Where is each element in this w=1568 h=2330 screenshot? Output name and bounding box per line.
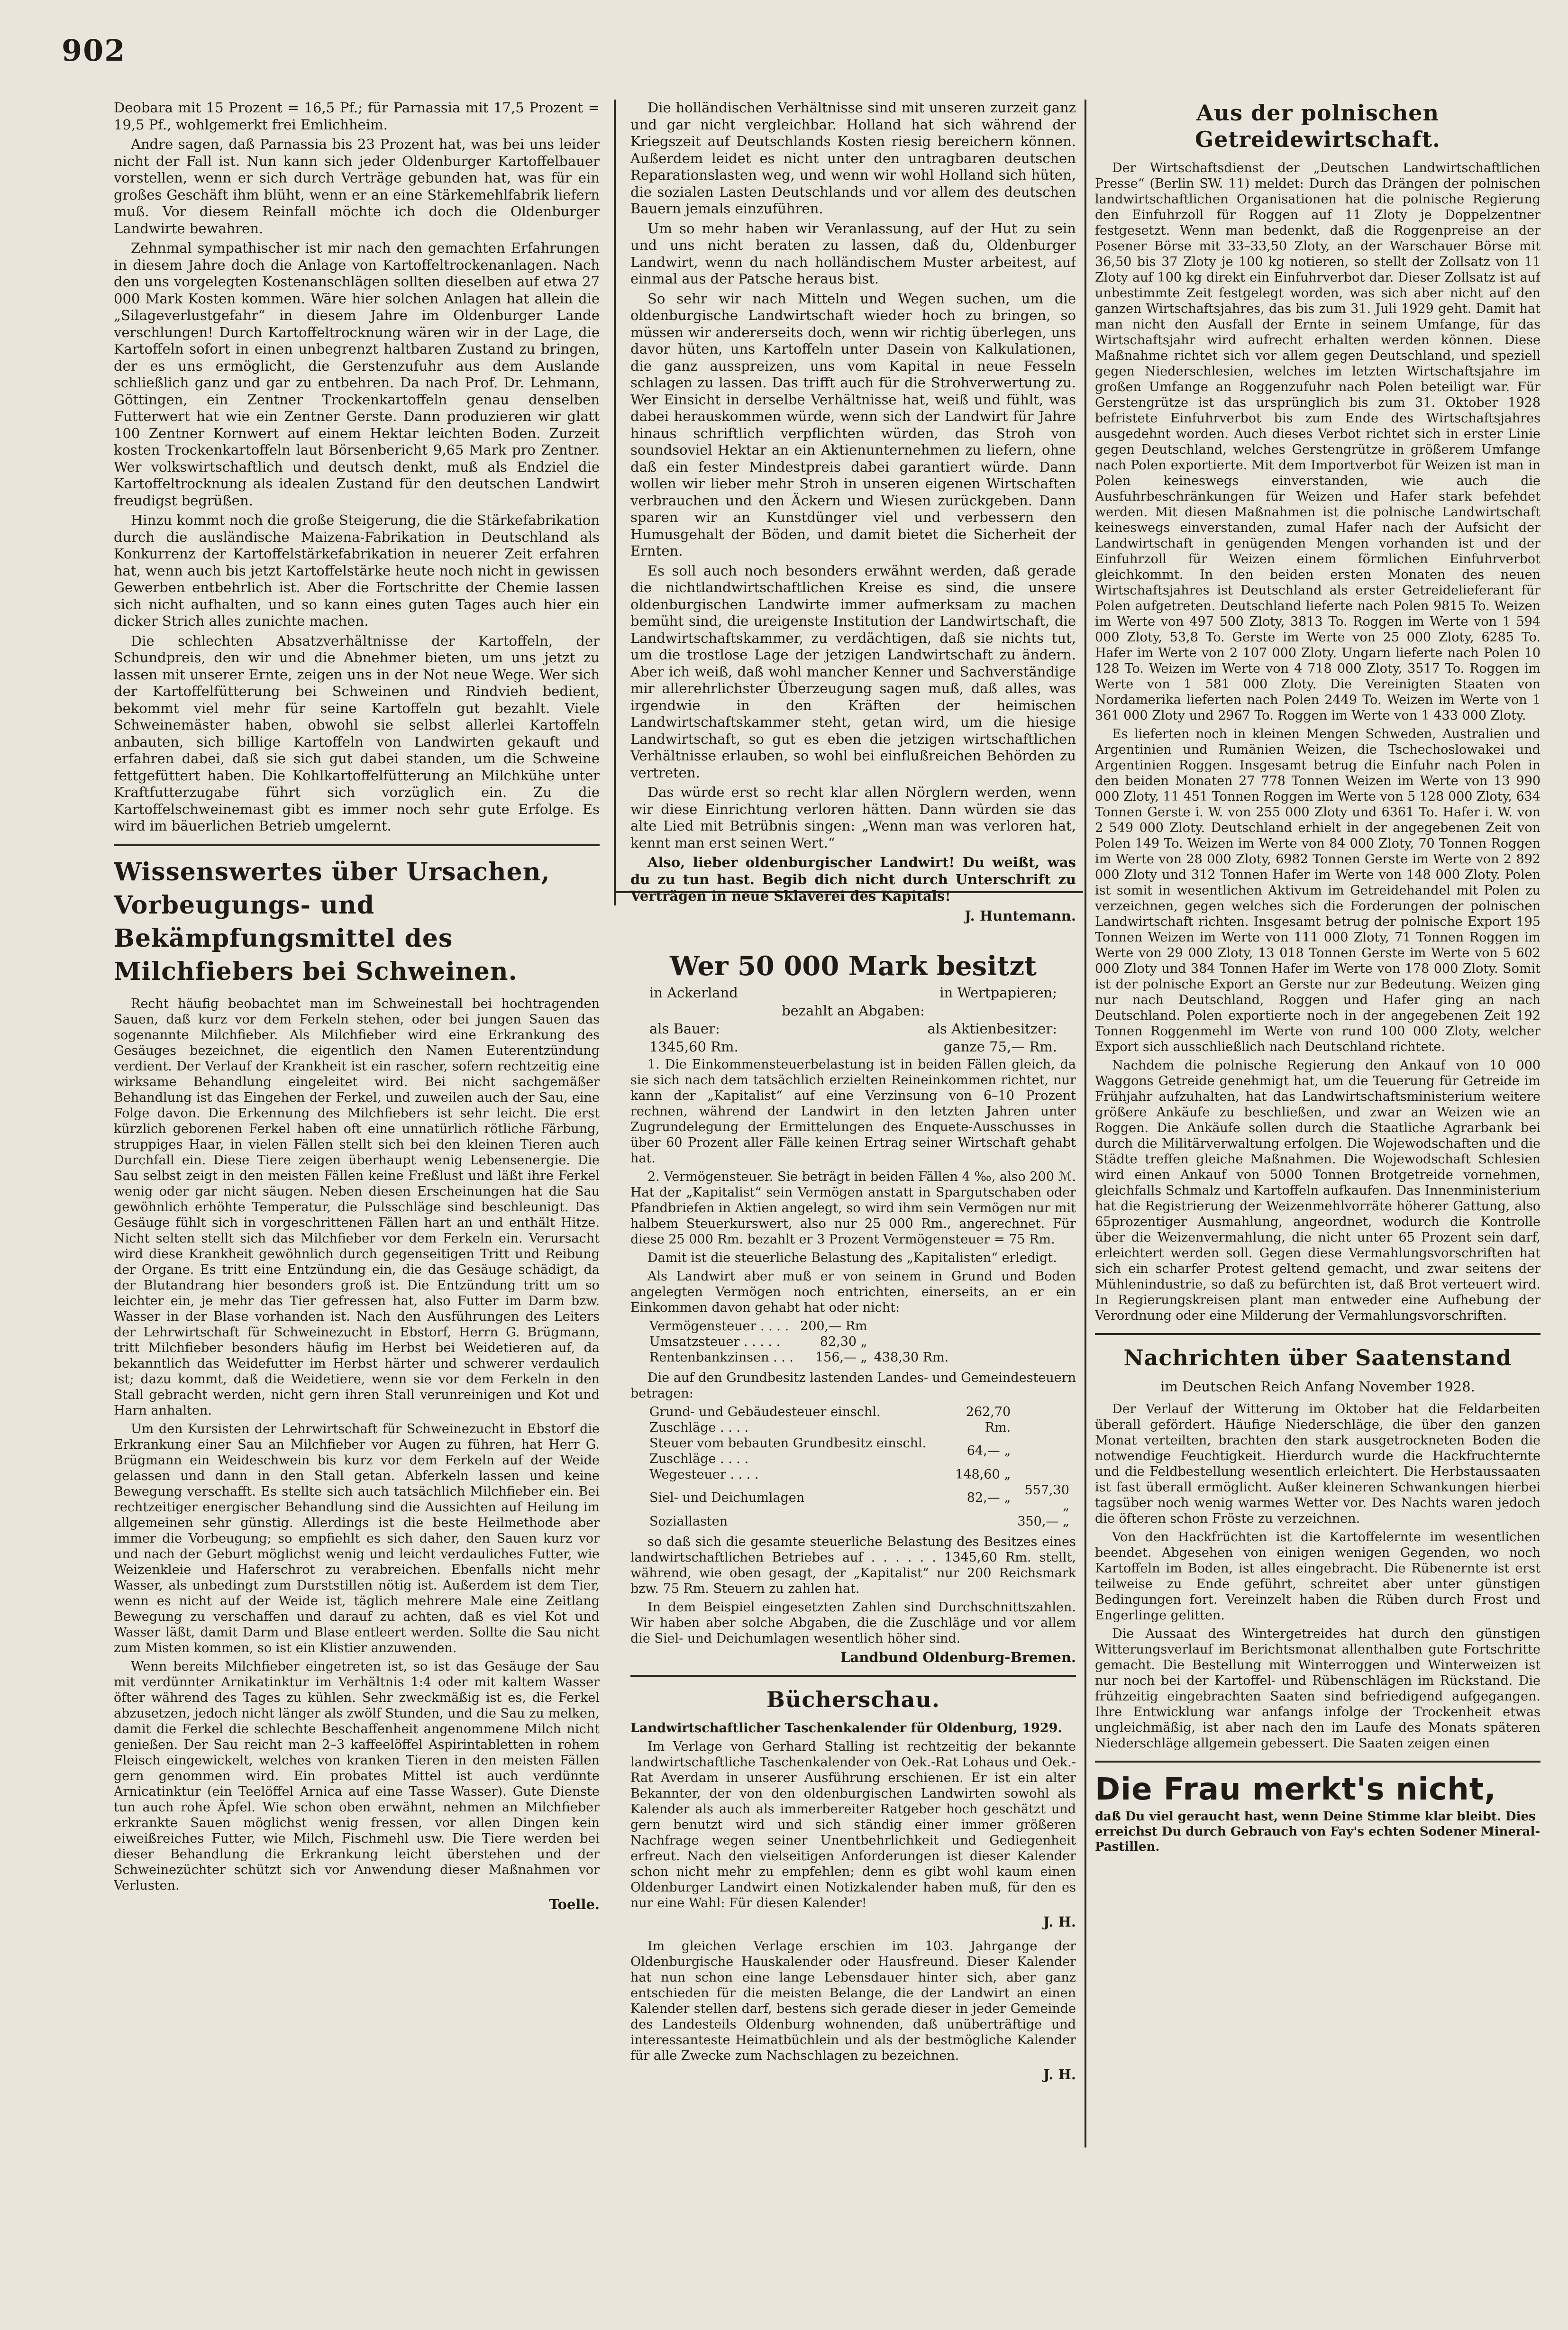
page-number: 902: [62, 33, 126, 68]
milchfieber-para-3: Wenn bereits Milchfieber eingetreten ist, so ist das Gesäuge der Sau mit verdünnter Arnikatinktur im Verhältnis 1:4 oder mit kaltem Wasser öfter während des Tages zu kühlen. Sehr zweckmäßig ist es, die Ferkel abzusetzen, jedoch nicht länger als zwölf Stunden, und die Sau zu melken, damit die Ferkel die schlechte Beschaffenheit angenommene Milch nicht genießen. Der Sau reicht man 2–3 kaffeelöffel Aspirintabletten in rohem Fleisch eingewickelt, welches von kranken Tieren in den meisten Fällen gern genommen wird. Ein probates Mittel ist auch verdünnte Arnicatinktur (ein Teelöffel Arnica auf eine Tasse Wasser). Gute Dienste tun auch rohe Äpfel. Wie schon oben erwähnt, nehmen an Milchfieber erkrankte Sauen möglichst wenig fressen, vor allen Dingen kein eiweißreiches Futter, wie Milch, Fischmehl usw. Die Tiere werden bei dieser Behandlung die Erkrankung leicht überstehen und der Schweinezüchter schützt sich vor Anwendung dieser Maßnahmen vor Verlusten.: [114, 1659, 600, 1893]
tax-box-center: [630, 1003, 1076, 1019]
tax-box-signature: Landbund Oldenburg-Bremen.: [840, 1649, 1076, 1665]
tax-row-amount: 148,60 „: [955, 1467, 1011, 1482]
tax-box-ackerland: in Ackerland: [649, 984, 738, 1001]
saat-para-1: Der Verlauf der Witterung im Oktober hat die Feldarbeiten überall gefördert. Häufige Niederschläge, die über den ganzen Monat verteilten, brachten den stark ausgetrockneten Boden die notwendige Feuchtigkeit. Hierdurch wurde die Hackfruchternte und die Feldbestellung wesentlich erleichtert. Die Herbstaussaaten ist fast überall ermöglicht. Außer kleineren Schwankungen hierbei tagsüber noch wenig warmes Wetter vor. Des Nachts waren jedoch die öfteren schon Fröste zu verzeichnen.: [1095, 1402, 1541, 1526]
books-para-3: Im gleichen Verlage erschien im 103. Jahrgange der Oldenburgische Hauskalender oder Hausfreund. Dieser Kalender hat nun schon eine lange Lebensdauer hinter sich, aber ganz entschieden für die meisten Belange, die der Landwirt an einen Kalender stellen darf, bestens sich gerade dieser in jeder Gemeinde des Landesteils Oldenburg wohnenden, daß unüberträftige und interessanteste Heimatbüchlein und als der bestmögliche Kalender für alle Zwecke zum Nachschlagen zu bezeichnen.: [630, 1938, 1076, 2063]
tax-para-7: In dem Beispiel eingesetzten Zahlen sind Durchschnittszahlen. Wir haben aber solche Abgaben, die die Zuschläge und vor allem die Siel- und Deichumlagen wesentlich höher sind.: [630, 1599, 1076, 1646]
tax-row-label: Rentenbankzinsen . . .: [649, 1350, 794, 1365]
col2-para-6: Also, lieber oldenburgischer Landwirt! Du weißt, was du zu tun hast. Begib dich nicht durch Unterschrift zu Verträgen in neue Sklaverei des Kapitals!: [630, 854, 1076, 904]
tax-row: [649, 1334, 955, 1350]
col1-para-4: Hinzu kommt noch die große Steigerung, die die Stärkefabrikation durch die ausländische Maizena-Fabrikation in Deutschland als Konkurrenz der Kartoffelstärkefabrikation in neuerer Zeit erfahren hat, wenn auch bis jetzt Kartoffelstärke heute noch nicht in gewissen Gewerben entbehrlich ist. Aber die Fortschritte der Chemie lassen sich nicht aufhalten, und so kann eines guten Tages auch hier ein dicker Strich alles zunichte machen.: [114, 512, 600, 629]
tax-row-amount: 82,30 „: [820, 1334, 867, 1349]
tax-row: [649, 1435, 1076, 1467]
tax-para-1: 1. Die Einkommensteuerbelastung ist in beiden Fällen gleich, da sie sich nach dem tatsächlich erzielten Reineinkommen richtet, nur kann der „Kapitalist“ auf eine Verzinsung von 6–10 Prozent rechnen, während der Landwirt in den letzten Jahren unter Zugrundelegung der Ermittelungen des Enquete-Ausschusses in über 60 Prozent aller Fälle keinen Ertrag seiner Wirtschaft gehabt hat.: [630, 1057, 1076, 1166]
tax-box-body-3: [630, 1534, 1076, 1646]
tax-box-center-text: bezahlt an Abgaben:: [782, 1002, 925, 1019]
tax-row: [649, 1467, 1076, 1482]
tax-row: [649, 1350, 955, 1365]
milchfieber-para-2: Um den Kursisten der Lehrwirtschaft für Schweinezucht in Ebstorf die Erkrankung einer Sau an Milchfieber vor Augen zu führen, hat Herr G. Brügmann ein Weideschwein bis kurz vor dem Ferkeln auf der Weide gelassen und dann in den Stall getan. Abferkeln lassen und keine Bewegung verschafft. Es stellte sich auch tatsächlich Milchfieber ein. Bei rechtzeitiger energischer Behandlung sind die Aussichten auf Heilung im allgemeinen sehr günstig. Allerdings ist die beste Heilmethode aber immer die Vorbeugung; so empfiehlt es sich daher, den Sauen kurz vor und nach der Geburt möglichst wenig und leicht verdauliches Futter, wie Weizenkleie und Haferschrot zu verabreichen. Ebenfalls nicht mehr Wasser, als unbedingt zum Durststillen nötig ist. Außerdem ist dem Tier, wenn es nicht auf der Weide ist, täglich mehrere Male eine Zeitlang Bewegung zu verschaffen und darauf zu achten, daß es viel Kot und Wasser läßt, damit Darm und Blase entleert werden. Sollte die Sau nicht zum Misten kommen, so ist ein Klistier anzuwenden.: [114, 1421, 600, 1655]
tax-row-total: [1017, 1467, 1076, 1482]
advert-headline: Die Frau merkt's nicht,: [1095, 1772, 1496, 1807]
milchfieber-signature: Toelle.: [549, 1896, 600, 1912]
tax-para-6: so daß sich die gesamte steuerliche Belastung des Besitzes eines landwirtschaftlichen Betriebes auf . . . . . . 1345,60 Rm. stellt, während, wie oben gesagt, der „Kapitalist“ nur 200 Reichsmark bzw. 75 Rm. Steuern zu zahlen hat.: [630, 1534, 1076, 1596]
tax-box-bauer-total: 1345,60 Rm.: [649, 1038, 738, 1055]
tax-row-total: 438,30 Rm.: [874, 1350, 949, 1365]
tax-row-amount: 200,— Rm: [800, 1318, 867, 1334]
saatenstand-subheading: im Deutschen Reich Anfang November 1928.: [1160, 1379, 1475, 1395]
tax-row-total: [874, 1318, 956, 1334]
col2-para-3: So sehr wir nach Mitteln und Wegen suchen, um die oldenburgische Landwirtschaft wieder hoch zu bringen, so müssen wir andererseits doch, wenn wir richtig überlegen, uns davor hüten, uns Kartoffeln unter Dasein von Kalkulationen, die ganz ausspreizen, uns vom Kapital in neue Fesseln schlagen zu lassen. Das trifft auch für die Strohverwertung zu. Wer Einsicht in derselbe Verhältnisse hat, weiß und fühlt, was dabei herauskommen würde, wenn sich der Landwirt für Jahre hinaus schriftlich verpflichten würden, das Stroh von soundsoviel Hektar an ein Aktienunternehmen zu liefern, ohne daß ein fester Mindestpreis dabei garantiert würde. Dann wollen wir lieber mehr Stroh in unseren eigenen Wirtschaften verbrauchen und den Äckern und Wiesen zurückgeben. Dann sparen wir an Kunstdünger viel und verbessern den Humusgehalt der Böden, und damit bietet die Sicherheit der Ernten.: [630, 290, 1076, 559]
tax-box-aktien: als Aktienbesitzer:: [927, 1020, 1057, 1037]
col1-para-5: Die schlechten Absatzverhältnisse der Kartoffeln, der Schundpreis, den wir und die Abnehmer bieten, um uns jetzt zu lassen mit unserer Ernte, zeigen uns in der Not neue Wege. Wer sich der Kartoffelfütterung bei Schweinen und Rindvieh bedient, bekommt viel mehr für seine Kartoffeln gut bezahlt. Viele Schweinemäster haben, obwohl sie selbst allerlei Kartoffeln anbauten, sich billige Kartoffeln von Landwirten gekauft und erfahren dabei, daß sie sich gut dabei standen, um die Schweine fettgefüttert haben. Die Kohlkartoffelfütterung an Milchkühe unter Kraftfutterzugabe führt sich vorzüglich ein. Zu die Kartoffelschweinemast gibt es immer noch sehr gute Erfolge. Es wird im bäuerlichen Betrieb umgelernt.: [114, 632, 600, 834]
col1-para-1: Deobara mit 15 Prozent = 16,5 Pf.; für Parnassia mit 17,5 Prozent = 19,5 Pf., wohlgemerkt frei Emlichheim.: [114, 100, 600, 133]
col1-separator: [114, 844, 600, 846]
tax-row: [649, 1514, 1076, 1529]
saat-para-3: Die Aussaat des Wintergetreides hat durch den günstigen Witterungsverlauf im Berichtsmonat allenthalben gute Fortschritte gemacht. Die Bestellung mit Winterroggen und Winterweizen ist nur noch bei der Kartoffel- und Rübenschlägen im Rückstand. Die frühzeitig eingebrachten Saaten sind befriedigend aufgegangen. Ihre Entwicklung war anfangs infolge der Trockenheit etwas ungleichmäßig, ist aber nach den im Laufe des Monats späteren Niederschläge allgemein gebessert. Die Saaten zeigen einen: [1095, 1626, 1541, 1751]
polish-para-2: Es lieferten noch in kleinen Mengen Schweden, Australien und Argentinien und Rumänien Weizen, die Tschechoslowakei und Argentinien Roggen. Insgesamt betrug die Einfuhr nach Polen in den beiden Monaten 27 778 Tonnen Weizen im Werte von 13 990 000 Zloty, 11 451 Tonnen Roggen im Werte von 5 128 000 Zloty, 634 Tonnen Gerste i. W. von 255 000 Zloty und 6361 To. Hafer i. W. von 2 549 000 Zloty. Deutschland erhielt in der angegebenen Zeit von Polen 149 To. Weizen im Werte von 84 000 Zloty, 70 Tonnen Roggen im Werte von 28 000 Zloty, 6982 Tonnen Gerste im Werte von 2 892 000 Zloty und 312 Tonnen Hafer im Werte von 148 000 Zloty. Polen ist somit in wesentlichen Aktivum im Getreidehandel mit Polen zu verzeichnen, gegen welches sich die Forderungen der polnischen Landwirtschaft richten. Insgesamt betrug der polnische Export 195 Tonnen Weizen im Werte von 111 000 Zloty, 71 Tonnen Roggen im Werte von 29 000 Zloty, 13 018 Tonnen Gerste im Werte von 5 602 000 Zloty und 384 Tonnen Hafer im Werte von 178 000 Zloty. Somit ist der polnische Export an Gerste nur zur Bedeutung. Weizen ging nur nach Deutschland, Roggen und Hafer ging an nach Deutschland. Polen exportierte noch in der angegebenen Zeit 192 Tonnen Roggenmehl im Werte von rund 100 000 Zloty, welcher Export sich ausschließlich nach Deutschland richtete.: [1095, 727, 1541, 1054]
tax-row: [649, 1482, 1076, 1514]
col2-para-1: Die holländischen Verhältnisse sind mit unseren zurzeit ganz und gar nicht vergleichbar. Holland hat sich während der Kriegszeit auf Deutschlands Kosten riesig bereichern können. Außerdem leidet es nicht unter den untragbaren deutschen Reparationslasten weg, und wenn wir wohl Holland sich hüten, die sozialen Lasten Deutschlands und vor allem des deutschen Bauern jemals einzuführen.: [630, 100, 1076, 217]
col3-separator-2: [1095, 1761, 1541, 1763]
tax-row-total: 557,30 „: [1024, 1482, 1069, 1513]
tax-para-3: Damit ist die steuerliche Belastung des „Kapitalisten“ erledigt.: [647, 1250, 1057, 1265]
tax-row-amount: [946, 1514, 1017, 1529]
tax-row-total: [874, 1334, 956, 1350]
tax-para-5: Die auf den Grundbesitz lastenden Landes- und Gemeindesteuern betragen:: [630, 1370, 1076, 1401]
col2-signature: J. Huntemann.: [965, 907, 1076, 924]
books-para-2: Im Verlage von Gerhard Stalling ist rechtzeitig der bekannte landwirtschaftliche Taschenkalender von Oek.-Rat Lohaus und Oek.-Rat Averdam in unserer Ausführung erschienen. Er ist ein alter Bekannter, der von den oldenburgischen Landwirten sowohl als Kalender als auch als immerbereiter Ratgeber hoch geschätzt und gern benutzt wird und sich ständig einer immer größeren Nachfrage wegen seiner Unentbehrlichkeit und Gediegenheit erfreut. Nach den vielseitigen Anforderungen ist dieser Kalender schon nicht mehr zu empfehlen; denn es gibt wohl kaum einen Oldenburger Landwirt einen Notizkalender haben muß, für den es nur eine Wahl: Für diesen Kalender!: [630, 1739, 1076, 1910]
tax-row-total: 350,— „: [1017, 1514, 1069, 1529]
tax-para-4: Als Landwirt aber muß er von seinem in Grund und Boden angelegten Vermögen noch entrichten, einerseits, an er ein Einkommen davon gehabt hat oder nicht:: [630, 1269, 1076, 1315]
saat-para-2: Von den Hackfrüchten ist die Kartoffelernte im wesentlichen beendet. Abgesehen von einigen wenigen Gegenden, wo noch Kartoffeln im Boden, ist alles eingebracht. Die Rübenernte ist erst teilweise zu Ende geführt, schreitet aber unter günstigen Bedingungen fort. Vereinzelt haben die Rüben durch Frost und Engerlinge gelitten.: [1095, 1530, 1541, 1623]
tax-row-label: Grund- und Gebäudesteuer einschl. Zuschläge . . . .: [649, 1404, 881, 1435]
polish-para-3: Nachdem die polnische Regierung den Ankauf von 10 000 Waggons Getreide genehmigt hat, um die Teuerung für Getreide im Frühjahr aufzuhalten, hat das Landwirtschaftsministerium weitere größere Ankäufe zu beschließen, und zwar an Weizen wie an Roggen. Die Ankäufe sollen durch die Staatliche Agrarbank bei durch die Militärverwaltung erfolgen. Die Wojewodschaften und die Städte treffen gleiche Maßnahmen. Die Wojewodschaft Schlesien wird einen Ankauf von 5000 Tonnen Brotgetreide vornehmen, gleichfalls Schmalz und Kartoffeln aufkaufen. Das Innenministerium hat die Registrierung der Weizenmehlvorräte höherer Gattung, also 65prozentiger Ausmahlung, angeordnet, wodurch die Kontrolle über die Weizenvermahlung, die nicht unter 65 Prozent sein darf, erleichtert werden soll. Gegen diese Vermahlungsvorschriften hat sich ein scharfer Protest geltend gemacht, und zwar seitens der Mühlenindustrie, so daß zu befürchten ist, daß Brot verteuert wird. In Regierungskreisen plant man entweder eine Aufhebung der Verordnung oder eine Milderung der Vermahlungsvorschriften.: [1095, 1058, 1541, 1323]
col3-separator-1: [1095, 1333, 1541, 1335]
tax-row-amount: 82,— „: [966, 1490, 1011, 1505]
column-rule-1: [614, 100, 616, 905]
column-rule-2: [1085, 100, 1086, 2147]
tax-row-total: [1017, 1435, 1076, 1467]
tax-box-title: Wer 50 000 Mark besitzt: [670, 950, 1037, 982]
tax-row-amount: 156,— „: [815, 1350, 867, 1365]
tax-box-row-b: [630, 1021, 1076, 1037]
milchfieber-heading: Wissenswertes über Ursachen, Vorbeugungs- und Bekämpfungsmittel des Milchfiebers bei Schweinen.: [114, 857, 550, 986]
saatenstand-body: [1095, 1401, 1541, 1751]
tax-box-aktien-total: ganze 75,— Rm.: [943, 1038, 1057, 1055]
column-3: [1095, 95, 1541, 2147]
books-heading: Bücherschau.: [766, 1686, 940, 1712]
advert-text: daß Du viel geraucht hast, wenn Deine Stimme klar bleibt. Dies erreichst Du durch Gebrauch von Fay's echten Sodener Mineral-Pastillen.: [1095, 1809, 1541, 1854]
tax-box-body: [630, 1057, 1076, 1316]
col2-para-2: Um so mehr haben wir Veranlassung, auf der Hut zu sein und uns nicht beraten zu lassen, daß du, Oldenburger Landwirt, wenn du nach holländischem Muster arbeitest, auf einmal aus der Patsche heraus bist.: [630, 220, 1076, 287]
tax-row-label: Vermögensteuer . . . .: [649, 1318, 789, 1334]
polish-grain-body: [1095, 160, 1541, 1324]
column-1: [114, 100, 600, 2152]
tax-box-body-2: [630, 1370, 1076, 1401]
col2-para-4: Es soll auch noch besonders erwähnt werden, daß gerade die nichtlandwirtschaftlichen Kreise es sind, die unsere oldenburgischen Landwirte immer aufmerksam zu machen bemüht sind, die ureigenste Institution der Landwirtschaft, die Landwirtschaftskammer, zu verdächtigen, daß sie nichts tut, um die trostlose Lage der jetzigen Landwirtschaft zu ändern. Aber ich weiß, daß wohl mancher Kenner und Sachverständige mir allerehrlichster Überzeugung sagen muß, daß alles, was irgendwie in den Kräften der heimischen Landwirtschaftskammer steht, getan wird, um die hiesige Landwirtschaft, so gut es eben die jetzigen wirtschaftlichen Verhältnisse erlauben, so wohl bei einflußreichen Behörden zu vertreten.: [630, 562, 1076, 781]
milchfieber-para-1: Recht häufig beobachtet man im Schweinestall bei hochtragenden Sauen, daß kurz vor dem Ferkeln stehen, oder bei jungen Sauen das sogenannte Milchfieber. Als Milchfieber wird eine Erkrankung des Gesäuges bezeichnet, die eigentlich den Namen Euterentzündung verdient. Der Verlauf der Krankheit ist ein rascher, sofern rechtzeitig eine wirksame Behandlung eingeleitet wird. Bei nicht sachgemäßer Behandlung ist das Eingehen der Ferkel, und zuweilen auch der Sau, eine Folge davon. Die Erkennung des Milchfiebers ist sehr leicht. Die erst kürzlich geborenen Ferkel haben oft eine unnatürlich rötliche Färbung, struppiges Haar, in vielen Fällen stellt sich bei den kleinen Tieren auch Durchfall ein. Diese Tiere zeigen überhaupt wenig Lebensenergie. Die Sau selbst zeigt in den meisten Fällen keine Freßlust und läßt ihre Ferkel wenig oder gar nicht säugen. Neben diesen Erscheinungen hat die Sau gewöhnlich erhöhte Temperatur, die Pulsschläge sind beschleunigt. Das Gesäuge fühlt sich in vorgeschrittenen Fällen hart an und enthält Hitze. Nicht selten stellt sich das Milchfieber vor dem Ferkeln ein. Verursacht wird diese Krankheit gewöhnlich durch gegenseitigen Tritt und Reibung der Organe. Es tritt eine Entzündung ein, die das Gesäuge schädigt, da der Blutandrang hier besonders groß ist. Die Entzündung tritt um so leichter ein, je mehr das Tier gefressen hat, also Futter im Darm bzw. Wasser in der Blase vorhanden ist. Nach den Ausführungen des Leiters der Lehrwirtschaft für Schweinezucht in Ebstorf, Herrn G. Brügmann, tritt Milchfieber besonders häufig im Herbst bei Weidetieren auf, da bekanntlich das Weidefutter im Herbst härter und schwerer verdaulich ist; dazu kommt, daß die Weidetiere, wenn sie vor dem Ferkeln in den Stall gebracht werden, nicht gern ihren Stall verunreinigen und Kot und Harn anhalten.: [114, 996, 600, 1418]
books-para-1: Landwirtschaftlicher Taschenkalender für Oldenburg, 1929.: [630, 1720, 1062, 1736]
polish-para-1: Der Wirtschaftsdienst der „Deutschen Landwirtschaftlichen Presse“ (Berlin SW. 11) meldet: Durch das Drängen der polnischen landwirtschaftlichen Organisationen hat die polnische Regierung den Einfuhrzoll für Roggen auf 11 Zloty je Doppelzentner festgesetzt. Wenn man bedenkt, daß die Roggenpreise an der Posener Börse mit 33–33,50 Zloty, an der Warschauer Börse mit 36,50 bis 37 Zloty je 100 kg notieren, so stellt der Zollsatz von 11 Zloty auf 100 kg direkt ein Einfuhrverbot dar. Dieser Zollsatz ist auf unbestimmte Zeit festgelegt worden, was sich aber nicht auf den ganzen Wirtschaftsjahres, das bis zum 31. Juli 1929 geht. Damit hat man nicht den Ausfall der Ernte in seinem Umfange, für das Wirtschaftsjahr wird aufrecht erhalten werden können. Diese Maßnahme richtet sich vor allem gegen Deutschland, und speziell gegen Niederschlesien, welches im letzten Wirtschaftsjahre im großen Umfange an Roggenzufuhr nach Polen beteiligt war. Für Gerstengrütze ist das ursprünglich bis zum 31. Oktober 1928 befristete Einfuhrverbot bis zum Ende des Wirtschaftsjahres ausgedehnt worden. Auch dieses Verbot richtet sich in erster Linie gegen Deutschland, welches Gerstengrütze in größerem Umfange nach Polen exportierte. Mit dem Importverbot für Weizen ist man in Polen keineswegs einverstanden, wie auch die Ausfuhrbeschränkungen für Weizen und Hafer stark befehdet werden. Mit diesen Maßnahmen ist die polnische Landwirtschaft keineswegs einverstanden, zumal Hafer nach der Aufsicht der Landwirtschaft in genügenden Mengen vorhanden ist und der Einfuhrzoll für Weizen einem förmlichen Einfuhrverbot gleichkommt. In den beiden ersten Monaten des neuen Wirtschaftsjahres ist Deutschland als erster Getreidelieferant für Polen aufgetreten. Deutschland lieferte nach Polen 9815 To. Weizen im Werte von 497 500 Zloty, 3813 To. Roggen im Werte von 1 594 000 Zloty, 53,8 To. Gerste im Werte von 25 000 Zloty, 6285 To. Hafer im Werte von 2 107 000 Zloty. Ungarn lieferte nach Polen 10 128 To. Weizen im Werte von 4 718 000 Zloty, 3517 To. Roggen im Werte von 1 581 000 Zloty. Die Vereinigten Staaten von Nordamerika lieferten nach Polen 2449 To. Weizen im Werte von 1 361 000 Zloty und 2967 To. Roggen im Werte von 1 433 000 Zloty.: [1095, 161, 1541, 723]
polish-grain-heading: Aus der polnischen Getreidewirtschaft.: [1195, 100, 1440, 152]
tax-box-row-c: [630, 1039, 1076, 1055]
tax-box-wertpapiere: in Wertpapieren;: [939, 984, 1057, 1001]
tax-box-row-a: [630, 985, 1076, 1001]
tax-box-bauer: als Bauer:: [649, 1020, 720, 1037]
tax-row-total: [1017, 1404, 1076, 1435]
tax-row-label: Siel- und Deichumlagen: [649, 1490, 805, 1505]
tax-para-2: 2. Vermögensteuer. Sie beträgt in beiden Fällen 4 ‰, also 200 ℳ. Hat der „Kapitalist“ sein Vermögen anstatt in Spargutschaben oder Pfandbriefen in Aktien angelegt, so wird ihm sein Vermögen nur mit halbem Steuerkurswert, also nur 25 000 Rm., angerechnet. Für diese 25 000 Rm. bezahlt er 3 Prozent Vermögensteuer = 75 Rm.: [630, 1169, 1076, 1247]
col2-separator: [630, 1675, 1076, 1677]
column-2: [630, 100, 1076, 2138]
books-signature-1: J. H.: [1043, 1913, 1076, 1930]
books-body: [630, 1720, 1076, 2083]
tax-row: [649, 1318, 955, 1334]
tax-table-b: [649, 1404, 1076, 1529]
tax-row-amount: 64,— „: [966, 1444, 1011, 1458]
tax-table-a: [649, 1318, 955, 1365]
saatenstand-heading: Nachrichten über Saatenstand: [1123, 1345, 1512, 1371]
col1-para-2: Andre sagen, daß Parnassia bis 23 Prozent hat, was bei uns leider nicht der Fall ist. Nun kann sich jeder Oldenburger Kartoffelbauer vorstellen, wenn er sich durch Verträge gebunden hat, was für ein großes Geschäft ihm blüht, wenn er an eine Stärkemehlfabrik liefern muß. Vor diesem Reinfall möchte ich doch die Oldenburger Landwirte bewahren.: [114, 136, 600, 237]
tax-row-amount: 262,70 Rm.: [966, 1404, 1011, 1435]
tax-row-label: Soziallasten: [649, 1514, 728, 1529]
col1-para-3: Zehnmal sympathischer ist mir nach den gemachten Erfahrungen in diesem Jahre doch die Anlage von Kartoffeltrockenanlagen. Nach den uns vorgelegten Kostenanschlägen sollten dieselben auf etwa 27 000 Mark Kosten kommen. Wäre hier solchen Anlagen hat allein die „Silageverlustgefahr“ in diesem Jahre im Oldenburger Lande verschlungen! Durch Kartoffeltrocknung wären wir in der Lage, die Kartoffeln sofort in einen unbegrenzt haltbaren Zustand zu bringen, der es uns ermöglicht, die Gerstenzufuhr aus dem Auslande schließlich ganz und gar zu entbehren. Da nach Prof. Dr. Lehmann, Göttingen, ein Zentner Trockenkartoffeln genau denselben Futterwert hat wie ein Zentner Gerste. Dann produzieren wir glatt 100 Zentner Kornwert auf einem Hektar leichten Boden. Zurzeit kosten Trockenkartoffeln laut Börsenbericht 9,65 Mark pro Zentner. Wer volkswirtschaftlich und deutsch denkt, muß als Endziel die Kartoffeltrocknung als idealen Zustand für den deutschen Landwirt freudigst begrüßen.: [114, 240, 600, 509]
col2-para-5: Das würde erst so recht klar allen Nörglern werden, wenn wir diese Einrichtung verloren hätten. Dann würden sie das alte Lied mit Betrübnis singen: „Wenn man was verloren hat, kennt man erst seinen Wert.“: [630, 784, 1076, 851]
tax-row-label: Wegesteuer . . . .: [649, 1467, 759, 1482]
books-signature-2: J. H.: [1043, 2066, 1076, 2083]
tax-row-label: Umsatzsteuer . . . . .: [649, 1334, 781, 1349]
tax-row-label: Steuer vom bebauten Grundbesitz einschl. Zuschläge . . . .: [649, 1435, 927, 1466]
tax-row: [649, 1404, 1076, 1435]
